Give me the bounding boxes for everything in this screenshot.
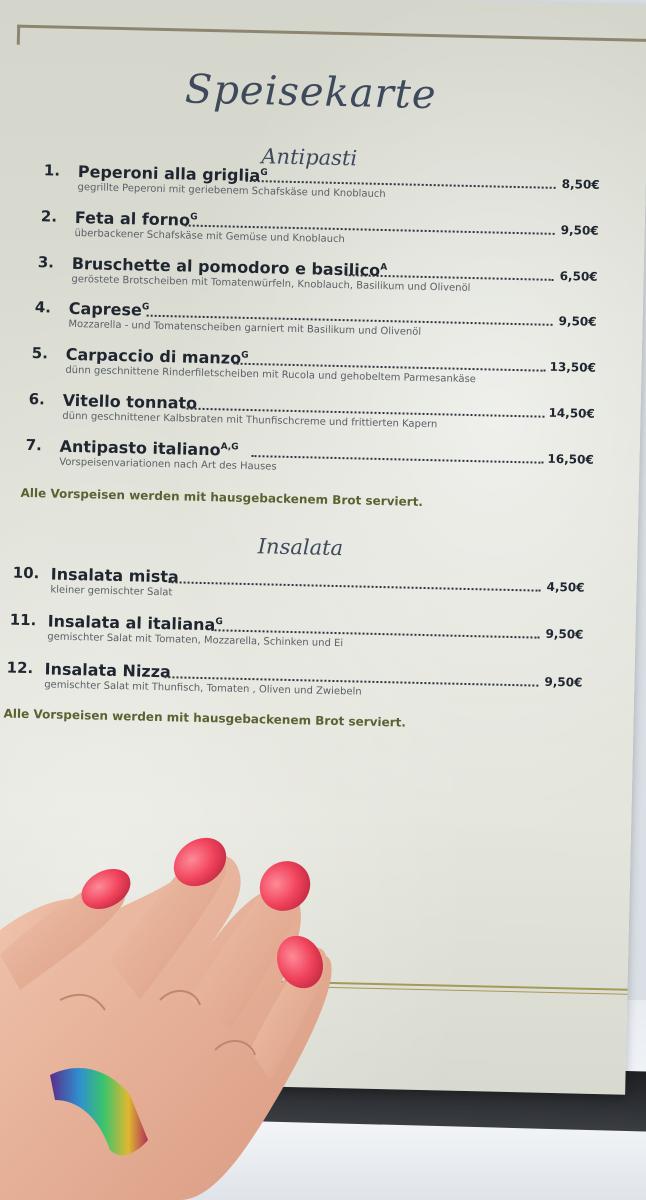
item-description: Vorspeisenvariationen nach Art des Hauses (59, 456, 277, 473)
item-number: 3. (37, 253, 55, 272)
dot-leader (251, 455, 543, 464)
antipasti-footnote: Alle Vorspeisen werden mit hausgebackenem Brot serviert. (20, 485, 424, 509)
border-line-top (17, 25, 646, 42)
item-description: gegrillte Peperoni mit geriebenem Schafskäse und Knoblauch (77, 182, 386, 201)
section-heading-insalata: Insalata (257, 534, 344, 561)
item-number: 1. (43, 161, 61, 180)
item-description: geröstete Brotscheiben mit Tomatenwürfeln, Knoblauch, Basilikum und Olivenöl (71, 273, 471, 294)
item-number: 2. (40, 207, 58, 226)
item-number: 12. (6, 658, 34, 678)
item-number: 11. (9, 610, 37, 630)
item-description: dünn geschnittener Kalbsbraten mit Thunfischcreme und frittierten Kapern (62, 410, 438, 431)
item-number: 4. (34, 298, 52, 317)
item-price: 14,50€ (548, 405, 596, 421)
menu-item (0, 343, 622, 398)
item-name: Feta al forno$^G$ (74, 207, 198, 230)
menu-item (0, 389, 621, 444)
insalata-footnote: Alle Vorspeisen werden mit hausgebackenem Brot serviert. (3, 706, 407, 730)
item-number: 10. (12, 563, 40, 583)
item-number: 6. (28, 389, 46, 409)
item-name: Insalata Nizza (44, 659, 172, 682)
item-description: überbackener Schafskäse mit Gemüse und Knoblauch (74, 227, 345, 246)
item-description: kleiner gemischter Salat (50, 584, 173, 599)
item-name: Carpaccio di manzo$^G$ (65, 344, 249, 368)
menu-item (0, 658, 615, 713)
item-price: 16,50€ (547, 451, 594, 467)
item-name: Vitello tonnato (62, 390, 198, 413)
item-name: Bruschette al pomodoro e basilico$^A$ (71, 253, 388, 280)
menu-item (0, 610, 616, 665)
dot-leader (169, 581, 541, 591)
item-description: gemischter Salat mit Thunfisch, Tomaten , Oliven und Zwiebeln (44, 679, 362, 698)
menu-item (0, 297, 623, 352)
item-price: 6,50€ (559, 268, 598, 284)
item-description: dünn geschnittene Rinderfiletscheiben mit Rucola und gehobeltem Parmesankäse (65, 364, 477, 386)
item-price: 9,50€ (544, 674, 583, 690)
item-name: Insalata al italiana$^G$ (47, 611, 223, 635)
item-number: 5. (31, 344, 49, 363)
menu-item (0, 252, 624, 307)
menu-item (0, 206, 625, 261)
item-price: 9,50€ (560, 223, 599, 238)
item-number: 7. (25, 435, 43, 455)
item-description: Mozzarella - und Tomatenscheiben garniert mit Basilikum und Olivenöl (68, 318, 422, 338)
menu-title: Speisekarte (184, 66, 438, 119)
item-price: 9,50€ (545, 626, 584, 642)
border-line-left (17, 25, 20, 45)
item-description: gemischter Salat mit Tomaten, Mozzarella, Schinken und Ei (47, 631, 344, 650)
item-name: Caprese$^G$ (68, 298, 150, 320)
item-name: Insalata mista (50, 564, 180, 587)
item-price: 13,50€ (549, 359, 597, 375)
item-price: 9,50€ (558, 313, 597, 329)
menu-item (0, 435, 620, 490)
item-name: Peperoni alla griglia$^G$ (77, 162, 268, 186)
item-name: Antipasto italiano$^{A,G}$ (59, 436, 239, 460)
menu-item (0, 563, 617, 618)
section-heading-antipasti: Antipasti (261, 144, 358, 171)
item-price: 4,50€ (546, 579, 585, 595)
item-price: 8,50€ (561, 177, 600, 192)
